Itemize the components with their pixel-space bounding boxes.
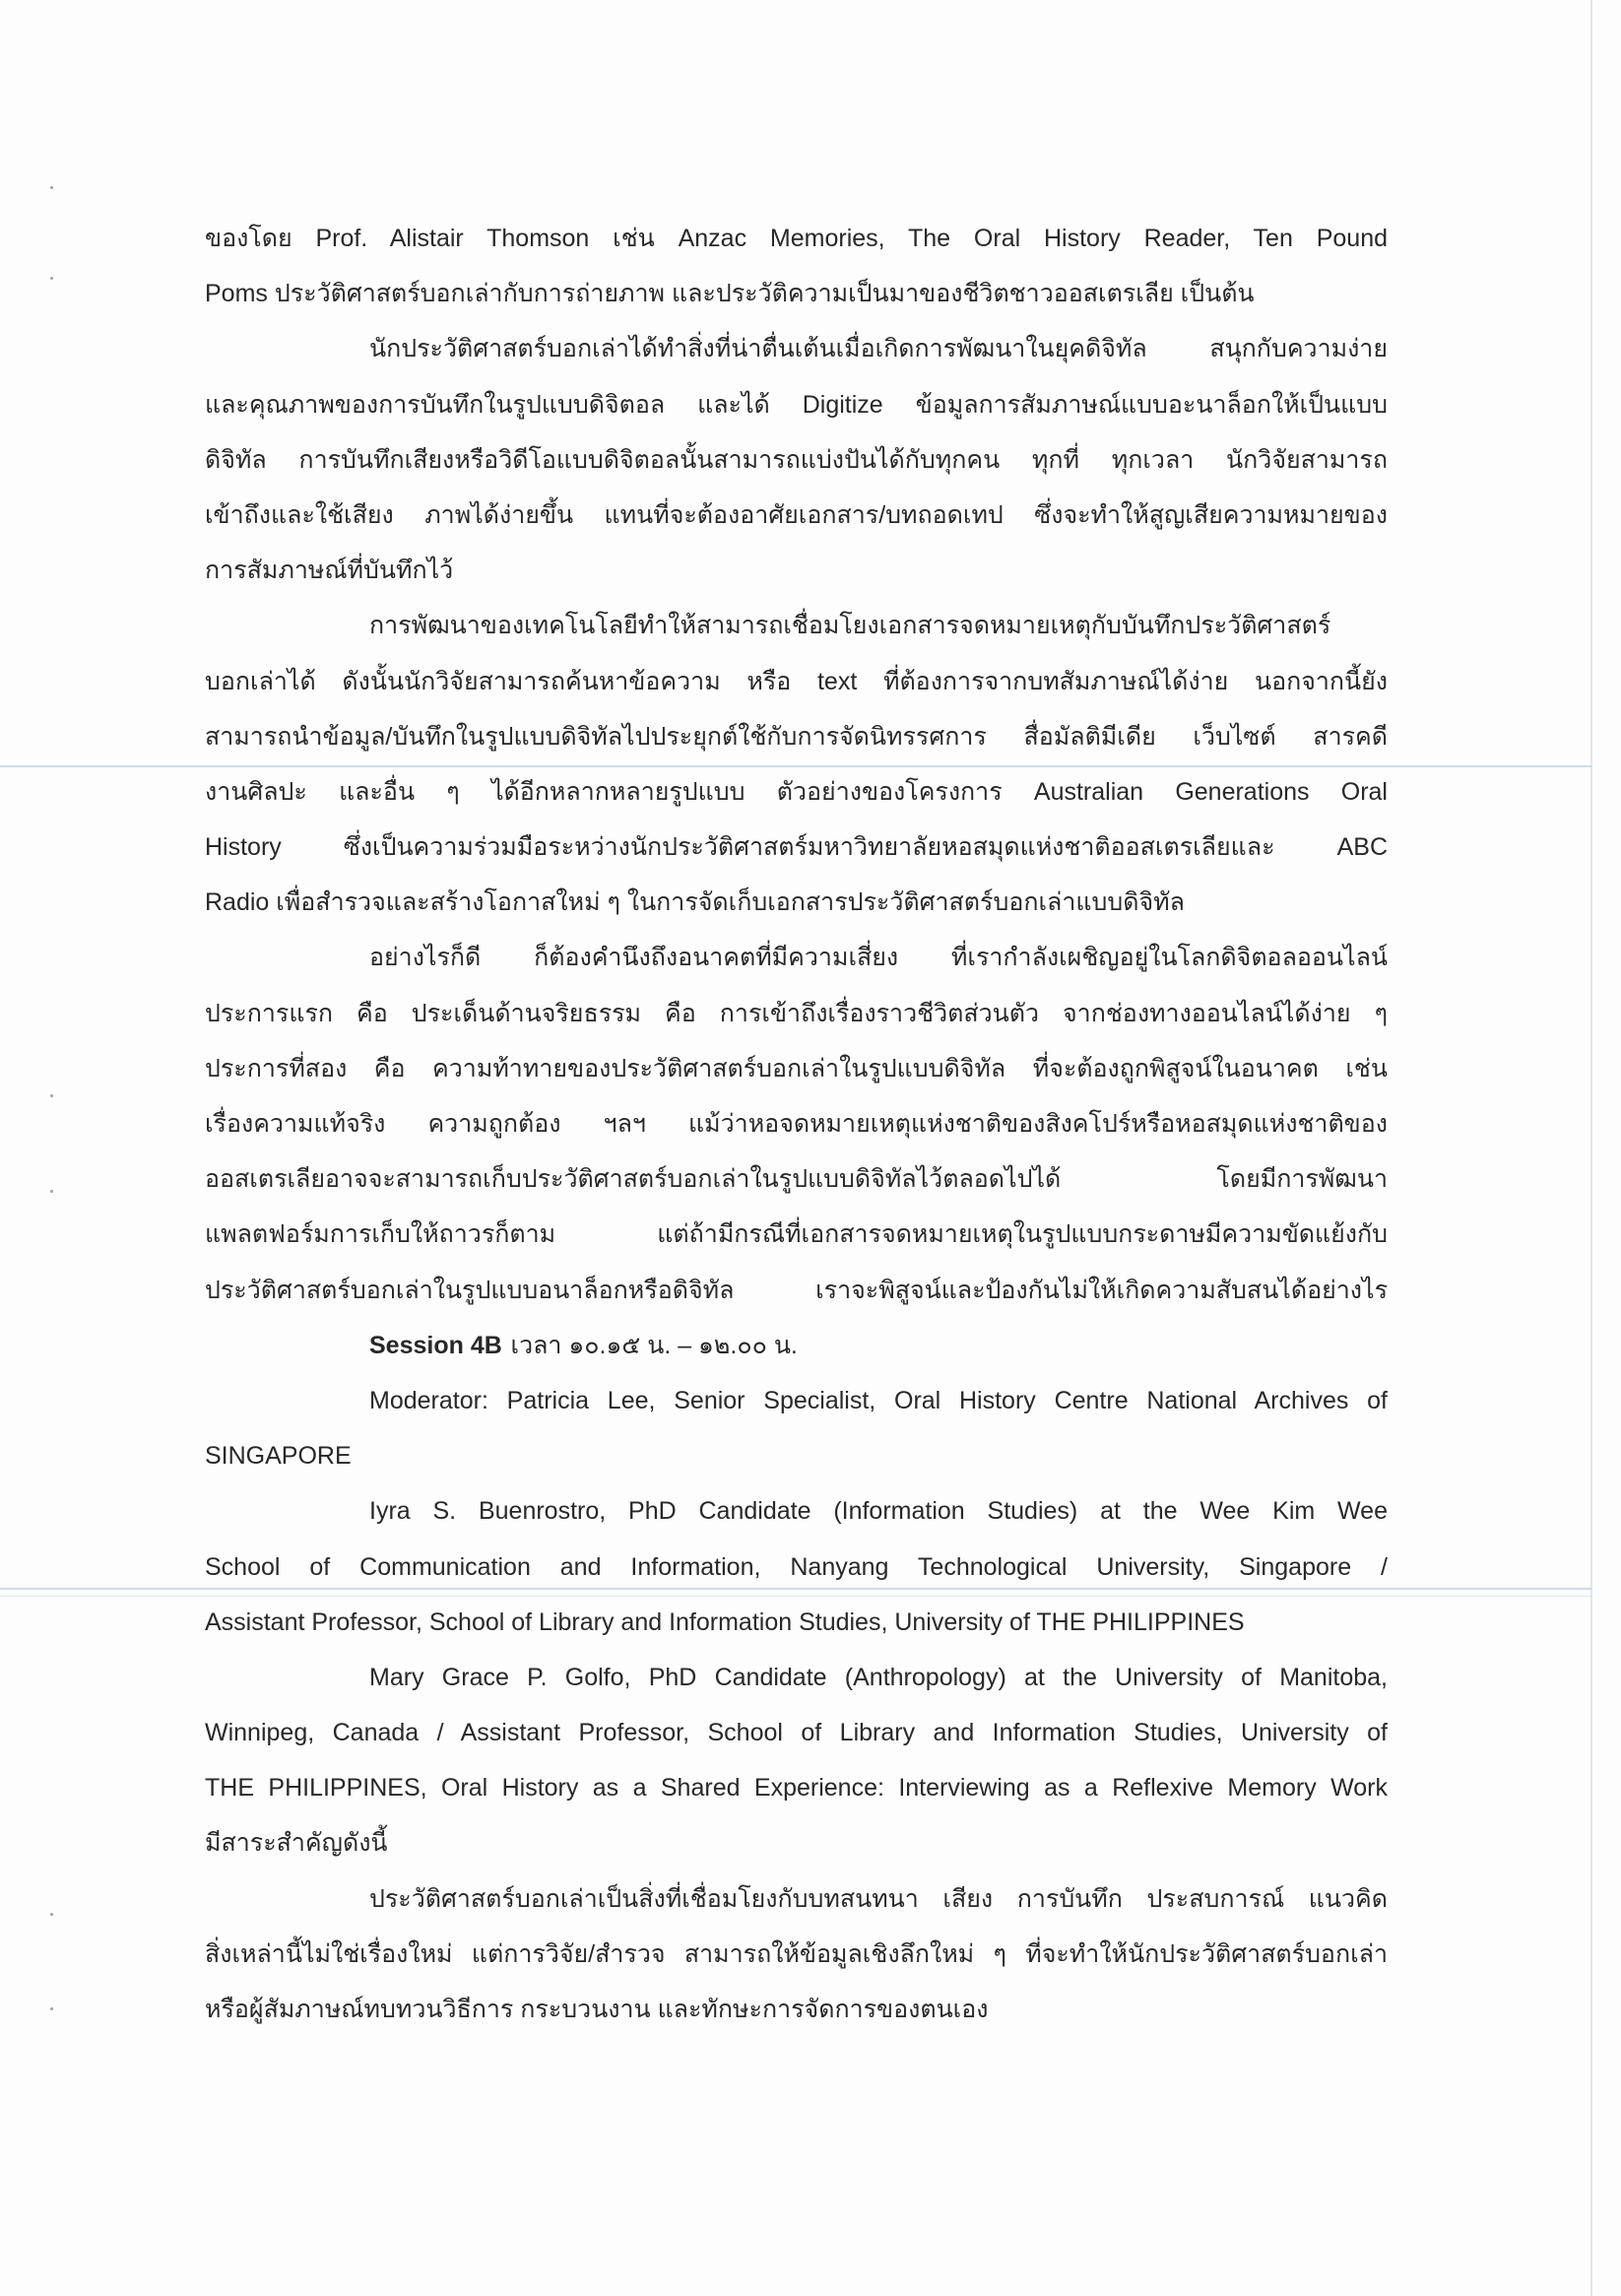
paragraph-3-line-3: สามารถนำข้อมูล/บันทึกในรูปแบบดิจิทัลไปประยุกต์ใช้กับการจัดนิทรรศการ สื่อมัลติมีเดีย เว็บไซต์ สารคดี: [205, 722, 1388, 751]
scan-page-edge: [1590, 0, 1592, 2296]
summary-line-3: หรือผู้สัมภาษณ์ทบทวนวิธีการ กระบวนงาน และทักษะการจัดการของตนเอง: [205, 1996, 989, 2023]
paragraph-1-line-2: Poms ประวัติศาสตร์บอกเล่ากับการถ่ายภาพ และประวัติความเป็นมาของชีวิตชาวออสเตรเลีย เป็นต้น: [205, 280, 1255, 308]
session-title: Session 4B: [369, 1331, 502, 1359]
speaker-2-line-2: Winnipeg, Canada / Assistant Professor, School of Library and Information Studies, University of: [205, 1719, 1388, 1747]
paragraph-2-line-3: ดิจิทัล การบันทึกเสียงหรือวิดีโอแบบดิจิตอลนั้นสามารถแบ่งปันได้กับทุกคน ทุกที่ ทุกเวลา นักวิจัยสามารถ: [205, 445, 1388, 474]
speaker-1-line-3: Assistant Professor, School of Library and Information Studies, University of THE PHILIPPINES: [205, 1607, 1245, 1636]
speaker-2-line-3: THE PHILIPPINES, Oral History as a Shared Experience: Interviewing as a Reflexive Memory Work: [205, 1774, 1388, 1803]
paragraph-4-line-1: อย่างไรก็ดี ก็ต้องคำนึงถึงอนาคตที่มีความเสี่ยง ที่เรากำลังเผชิญอยู่ในโลกดิจิตอลออนไลน์: [369, 944, 1388, 972]
document-body: [205, 211, 1388, 2037]
scan-speck: [50, 2007, 53, 2010]
paragraph-3-line-6: Radio เพื่อสำรวจและสร้างโอกาสใหม่ ๆ ในการจัดเก็บเอกสารประวัติศาสตร์บอกเล่าแบบดิจิทัล: [205, 888, 1185, 917]
paragraph-4-line-4: เรื่องความแท้จริง ความถูกต้อง ฯลฯ แม้ว่าหอจดหมายเหตุแห่งชาติของสิงคโปร์หรือหอสมุดแห่งชาติของ: [205, 1110, 1388, 1138]
moderator-line-1: Moderator: Patricia Lee, Senior Specialist, Oral History Centre National Archives of: [369, 1386, 1388, 1414]
paragraph-1-line-1: ของโดย Prof. Alistair Thomson เช่น Anzac Memories, The Oral History Reader, Ten Pound: [205, 225, 1388, 252]
summary-line-2: สิ่งเหล่านี้ไม่ใช่เรื่องใหม่ แต่การวิจัย/สำรวจ สามารถให้ข้อมูลเชิงลึกใหม่ ๆ ที่จะทำให้นักประวัติศาสตร์บอกเล่า: [205, 1939, 1388, 1968]
paragraph-3-line-4: งานศิลปะ และอื่น ๆ ได้อีกหลากหลายรูปแบบ ตัวอย่างของโครงการ Australian Generations Oral: [205, 777, 1388, 806]
paragraph-4-line-2: ประการแรก คือ ประเด็นด้านจริยธรรม คือ การเข้าถึงเรื่องราวชีวิตส่วนตัว จากช่องทางออนไลน์ได้ง่าย ๆ: [205, 999, 1388, 1027]
paragraph-3-line-5: History ซึ่งเป็นความร่วมมือระหว่างนักประวัติศาสตร์มหาวิทยาลัยหอสมุดแห่งชาติออสเตรเลียและ ABC: [205, 833, 1388, 862]
scan-speck: [50, 1094, 53, 1097]
session-heading: [205, 1318, 1388, 1373]
paragraph-2-line-4: เข้าถึงและใช้เสียง ภาพได้ง่ายขึ้น แทนที่จะต้องอาศัยเอกสาร/บทถอดเทป ซึ่งจะทำให้สูญเสียความหมายของ: [205, 500, 1388, 529]
paragraph-4-line-7: ประวัติศาสตร์บอกเล่าในรูปแบบอนาล็อกหรือดิจิทัล เราจะพิสูจน์และป้องกันไม่ให้เกิดความสับสนได้อย่างไร: [205, 1276, 1388, 1304]
speaker-1-line-2: School of Communication and Information, Nanyang Technological University, Singapore /: [205, 1552, 1388, 1581]
paragraph-4-line-6: แพลตฟอร์มการเก็บให้ถาวรก็ตาม แต่ถ้ามีกรณีที่เอกสารจดหมายเหตุในรูปแบบกระดาษมีความขัดแย้งกับ: [205, 1220, 1388, 1249]
scan-speck: [50, 1913, 53, 1916]
paragraph-3-line-1: การพัฒนาของเทคโนโลยีทำให้สามารถเชื่อมโยงเอกสารจดหมายเหตุกับบันทึกประวัติศาสตร์: [369, 612, 1331, 640]
paragraph-2-line-5: การสัมภาษณ์ที่บันทึกไว้: [205, 557, 454, 585]
session-time: เวลา ๑๐.๑๕ น. – ๑๒.๐๐ น.: [510, 1331, 798, 1359]
speaker-2-line-1: Mary Grace P. Golfo, PhD Candidate (Anthropology) at the University of Manitoba,: [369, 1663, 1388, 1691]
paragraph-4-line-3: ประการที่สอง คือ ความท้าทายของประวัติศาสตร์บอกเล่าในรูปแบบดิจิทัล ที่จะต้องถูกพิสูจน์ในอนาคต เช่น: [205, 1054, 1388, 1082]
summary-line-1: ประวัติศาสตร์บอกเล่าเป็นสิ่งที่เชื่อมโยงกับบทสนทนา เสียง การบันทึก ประสบการณ์ แนวคิด: [369, 1884, 1388, 1913]
scan-speck: [50, 1190, 53, 1193]
paragraph-3-line-2: บอกเล่าได้ ดังนั้นนักวิจัยสามารถค้นหาข้อความ หรือ text ที่ต้องการจากบทสัมภาษณ์ได้ง่าย นอกจากนี้ยัง: [205, 667, 1388, 695]
speaker-1-line-1: Iyra S. Buenrostro, PhD Candidate (Information Studies) at the Wee Kim Wee: [369, 1497, 1388, 1526]
scan-speck: [50, 277, 53, 280]
scan-speck: [50, 186, 53, 189]
paragraph-2-line-2: และคุณภาพของการบันทึกในรูปแบบดิจิตอล และได้ Digitize ข้อมูลการสัมภาษณ์แบบอะนาล็อกให้เป็นแบบ: [205, 390, 1388, 419]
paragraph-2-line-1: นักประวัติศาสตร์บอกเล่าได้ทำสิ่งที่น่าตื่นเต้นเมื่อเกิดการพัฒนาในยุคดิจิทัล สนุกกับความง่าย: [369, 335, 1388, 363]
paragraph-4-line-5: ออสเตรเลียอาจจะสามารถเก็บประวัติศาสตร์บอกเล่าในรูปแบบดิจิทัลไว้ตลอดไปได้ โดยมีการพัฒนา: [205, 1165, 1388, 1194]
moderator-line-2: SINGAPORE: [205, 1442, 352, 1471]
speaker-2-line-4: มีสาระสำคัญดังนี้: [205, 1829, 388, 1858]
